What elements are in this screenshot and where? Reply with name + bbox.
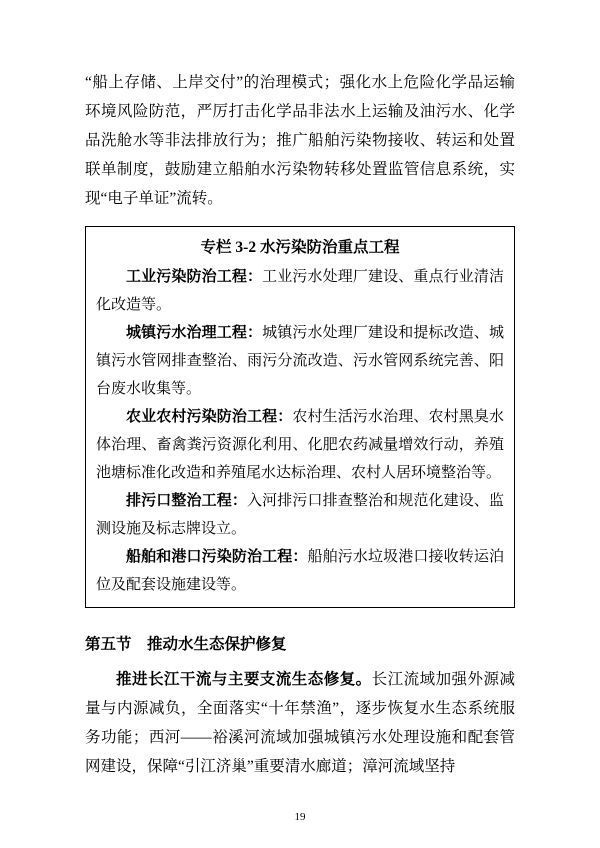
box-item-text: 农村生活污水治理、农村黑臭水体治理、畜禽粪污资源化利用、化肥农药减量增效行动，养殖池塘标准化改造和养殖尾水达标治理、农村人居环境整治等。: [96, 409, 504, 481]
page-number: 19: [294, 811, 306, 823]
box-item-label: 船舶和港口污染防治工程：: [126, 549, 308, 565]
box-item: [96, 319, 504, 403]
paragraph-lead: 推进长江干流与主要支流生态修复。: [116, 671, 372, 688]
box-item-text: 入河排污口排查整治和规范化建设、监测设施及标志牌设立。: [96, 493, 504, 537]
box-item-text: 工业污水处理厂建设、重点行业清洁化改造等。: [96, 269, 504, 313]
intro-paragraph: “船上存储、上岸交付”的治理模式；强化水上危险化学品运输环境风险防范，严厉打击化学品非法水上运输及油污水、化学品洗舱水等非法排放行为；推广船舶污染物接收、转运和处置联单制度，鼓励建立船舶水污染物转移处置监管信息系统，实现“电子单证”流转。: [85, 74, 515, 207]
box-item-label: 城镇污水治理工程：: [126, 325, 263, 341]
section-heading: 第五节 推动水生态保护修复: [85, 636, 287, 653]
box-item-label: 工业污染防治工程：: [126, 269, 263, 285]
box-title: 专栏 3-2 水污染防治重点工程: [200, 239, 400, 256]
highlight-box: [85, 226, 515, 608]
box-item: [96, 263, 504, 319]
box-item: [96, 403, 504, 487]
paragraph-body: 长江流域加强外源减量与内源减负，全面落实“十年禁渔”，逐步恢复水生态系统服务功能；西河——裕溪河流域加强城镇污水处理设施和配套管网建设，保障“引江济巢”重要清水廊道；漳河流域坚持: [85, 671, 515, 775]
box-item: [96, 487, 504, 543]
box-item-text: 城镇污水处理厂建设和提标改造、城镇污水管网排查整治、雨污分流改造、污水管网系统完善、阳台废水收集等。: [96, 325, 504, 397]
box-item-label: 农业农村污染防治工程：: [126, 409, 293, 425]
box-item-text: 船舶污水垃圾港口接收转运泊位及配套设施建设等。: [96, 549, 504, 593]
box-item: [96, 543, 504, 599]
box-item-label: 排污口整治工程：: [126, 493, 247, 509]
section-paragraph: [85, 665, 515, 781]
